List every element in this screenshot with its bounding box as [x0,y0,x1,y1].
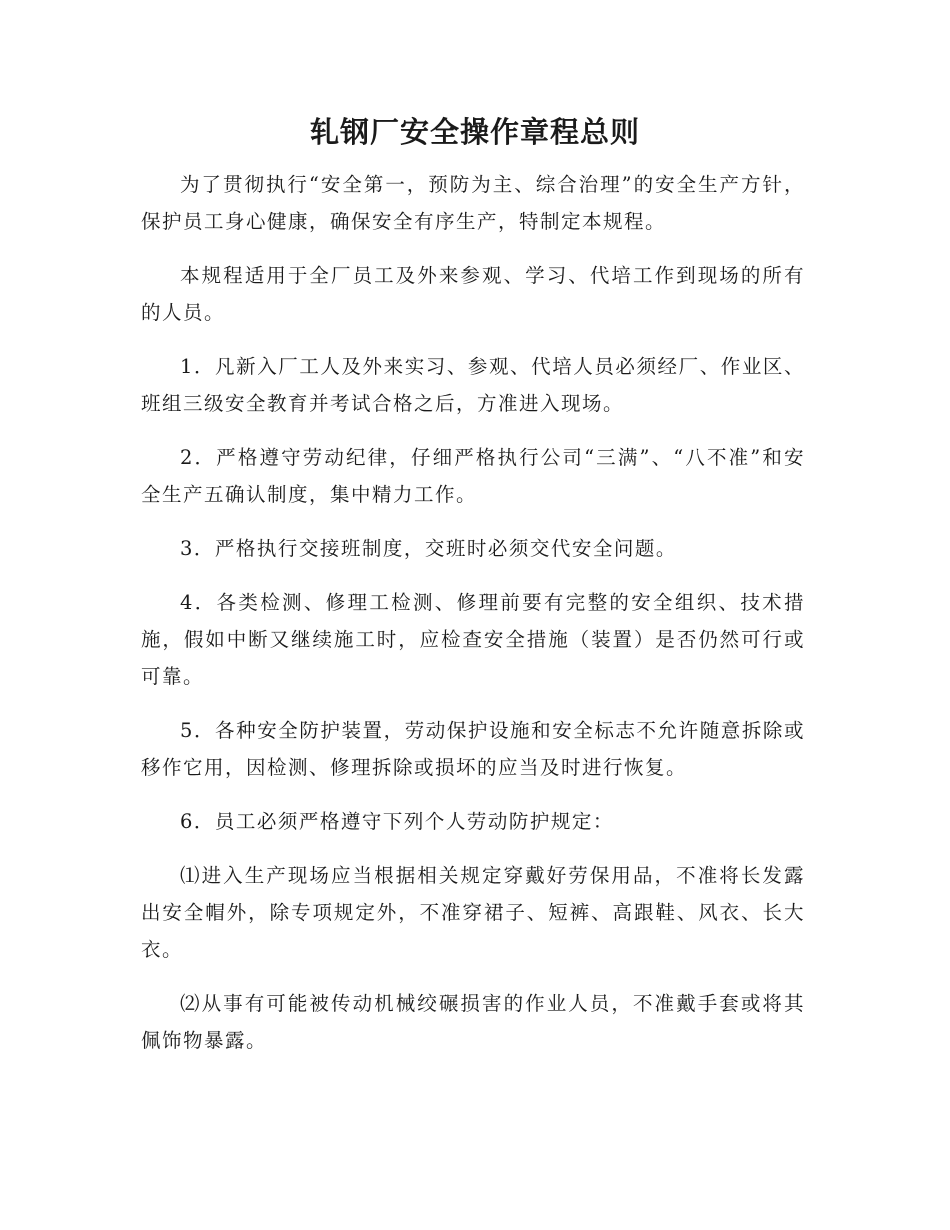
paragraph-scope: 本规程适用于全厂员工及外来参观、学习、代培工作到现场的所有的人员。 [141,264,805,324]
sub-rule-item-1: ⑴进入生产现场应当根据相关规定穿戴好劳保用品，不准将长发露出安全帽外，除专项规定外，不准穿裙子、短裤、高跟鞋、风衣、长大衣。 [141,864,805,961]
document-title: 轧钢厂安全操作章程总则 [309,115,640,149]
paragraph-purpose: 为了贯彻执行“安全第一，预防为主、综合治理”的安全生产方针，保护员工身心健康，确保安全有序生产，特制定本规程。 [141,173,805,233]
rule-item-3: 3．严格执行交接班制度，交班时必须交代安全问题。 [180,537,677,560]
rule-item-4: 4．各类检测、修理工检测、修理前要有完整的安全组织、技术措施，假如中断又继续施工时，应检查安全措施（装置）是否仍然可行或可靠。 [141,591,805,688]
rule-item-5: 5．各种安全防护装置，劳动保护设施和安全标志不允许随意拆除或移作它用，因检测、修理拆除或损坏的应当及时进行恢复。 [141,719,805,779]
document-body [141,166,805,1076]
rule-item-6: 6．员工必须严格遵守下列个人劳动防护规定： [180,810,614,833]
rule-item-1: 1．凡新入厂工人及外来实习、参观、代培人员必须经厂、作业区、班组三级安全教育并考试合格之后，方准进入现场。 [141,355,805,415]
rule-item-2: 2．严格遵守劳动纪律，仔细严格执行公司“三满”、“八不准”和安全生产五确认制度，集中精力工作。 [141,446,805,506]
sub-rule-item-2: ⑵从事有可能被传动机械绞碾损害的作业人员，不准戴手套或将其佩饰物暴露。 [141,992,805,1052]
